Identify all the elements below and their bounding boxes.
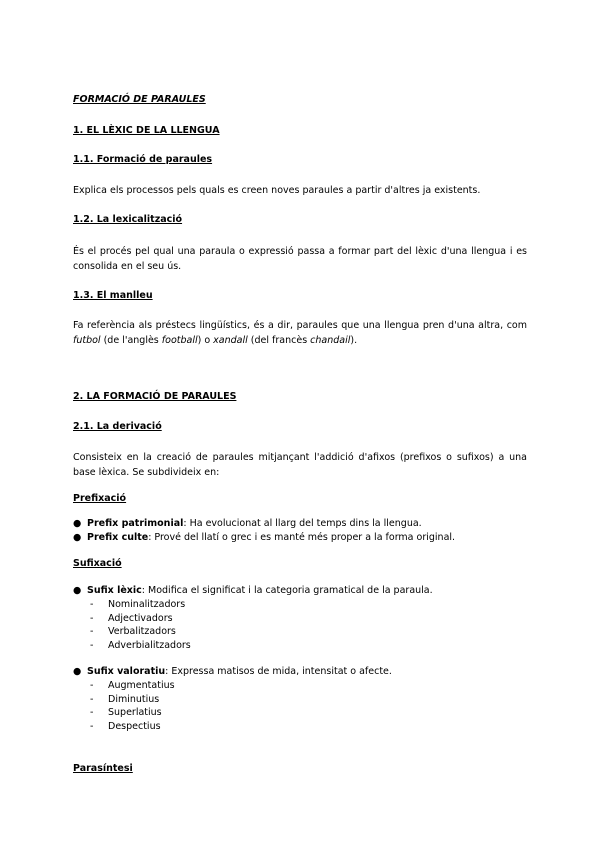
dash-icon: - <box>90 613 94 624</box>
example-football: football <box>161 335 198 346</box>
example-xandall-end: ). <box>350 335 358 346</box>
description: : Ha evolucionat al llarg del temps dins la llengua. <box>183 518 422 529</box>
manlleu-line-1: Fa referència als préstecs lingüístics, és a dir, paraules que una llengua pren d'una altra, com <box>73 320 527 331</box>
subsection-1-1-text: Explica els processos pels quals es creen noves paraules a partir d'altres ja existents. <box>73 185 481 196</box>
section-1-heading: 1. EL LÈXIC DE LA LLENGUA <box>73 125 220 136</box>
sub-list-item <box>90 693 159 707</box>
sub-list-item-label: Augmentatius <box>108 680 175 691</box>
dash-icon: - <box>90 599 94 610</box>
sub-list-item-label: Despectius <box>108 721 161 732</box>
sufixacio-heading: Sufixació <box>73 558 122 569</box>
dash-icon: - <box>90 680 94 691</box>
description: : Expressa matisos de mida, intensitat o afecte. <box>165 666 392 677</box>
sub-list-item <box>90 706 162 720</box>
example-futbol: futbol <box>73 335 101 346</box>
sub-list-item <box>90 679 175 693</box>
sub-list-item <box>90 612 173 626</box>
bullet-icon: ● <box>73 532 82 543</box>
sub-list-item <box>90 639 191 653</box>
sub-list-item-label: Verbalitzadors <box>108 626 176 637</box>
bullet-icon: ● <box>73 666 82 677</box>
list-item-sufix-lexic <box>73 584 433 598</box>
example-xandall: xandall <box>213 335 248 346</box>
example-futbol-end: ) o <box>197 335 214 346</box>
subsection-1-3-heading: 1.3. El manlleu <box>73 290 153 301</box>
sub-list-item <box>90 598 185 612</box>
term: Prefix patrimonial <box>87 518 184 529</box>
dash-icon: - <box>90 721 94 732</box>
sub-list-item-label: Superlatius <box>108 707 162 718</box>
sub-list-item-label: Nominalitzadors <box>108 599 186 610</box>
list-item-prefix-patrimonial <box>73 517 422 531</box>
sub-list-item <box>90 720 161 734</box>
document-title: FORMACIÓ DE PARAULES <box>73 94 206 105</box>
subsection-1-2-heading: 1.2. La lexicalització <box>73 214 183 225</box>
subsection-1-3-text <box>73 318 527 348</box>
sub-list-item <box>90 625 176 639</box>
description: : Modifica el significat i la categoria gramatical de la paraula. <box>141 585 433 596</box>
description: : Prové del llatí o grec i es manté més proper a la forma original. <box>148 532 456 543</box>
subsection-2-1-heading: 2.1. La derivació <box>73 421 162 432</box>
subsection-1-2-text: És el procés pel qual una paraula o expressió passa a formar part del lèxic d'una llengua i es consolida en el seu ús. <box>73 246 527 272</box>
term: Sufix valoratiu <box>87 666 166 677</box>
bullet-icon: ● <box>73 518 82 529</box>
section-2-heading: 2. LA FORMACIÓ DE PARAULES <box>73 391 237 402</box>
example-futbol-from: (de l'anglès <box>100 335 162 346</box>
dash-icon: - <box>90 626 94 637</box>
list-item-sufix-valoratiu <box>73 665 392 679</box>
sub-list-item-label: Diminutius <box>108 694 160 705</box>
sub-list-item-label: Adverbialitzadors <box>108 640 191 651</box>
list-item-prefix-culte <box>73 531 455 545</box>
sub-list-item-label: Adjectivadors <box>108 613 173 624</box>
subsection-2-1-text: Consisteix en la creació de paraules mitjançant l'addició d'afixos (prefixos o sufixos) a una base lèxica. Se subdivideix en: <box>73 452 527 478</box>
dash-icon: - <box>90 640 94 651</box>
dash-icon: - <box>90 707 94 718</box>
example-xandall-from: (del francès <box>247 335 311 346</box>
prefixacio-heading: Prefixació <box>73 493 127 504</box>
parasintesi-heading: Parasíntesi <box>73 763 133 774</box>
subsection-1-1-heading: 1.1. Formació de paraules <box>73 154 213 165</box>
dash-icon: - <box>90 694 94 705</box>
term: Prefix culte <box>87 532 149 543</box>
example-chandail: chandail <box>310 335 351 346</box>
term: Sufix lèxic <box>87 585 142 596</box>
bullet-icon: ● <box>73 585 82 596</box>
